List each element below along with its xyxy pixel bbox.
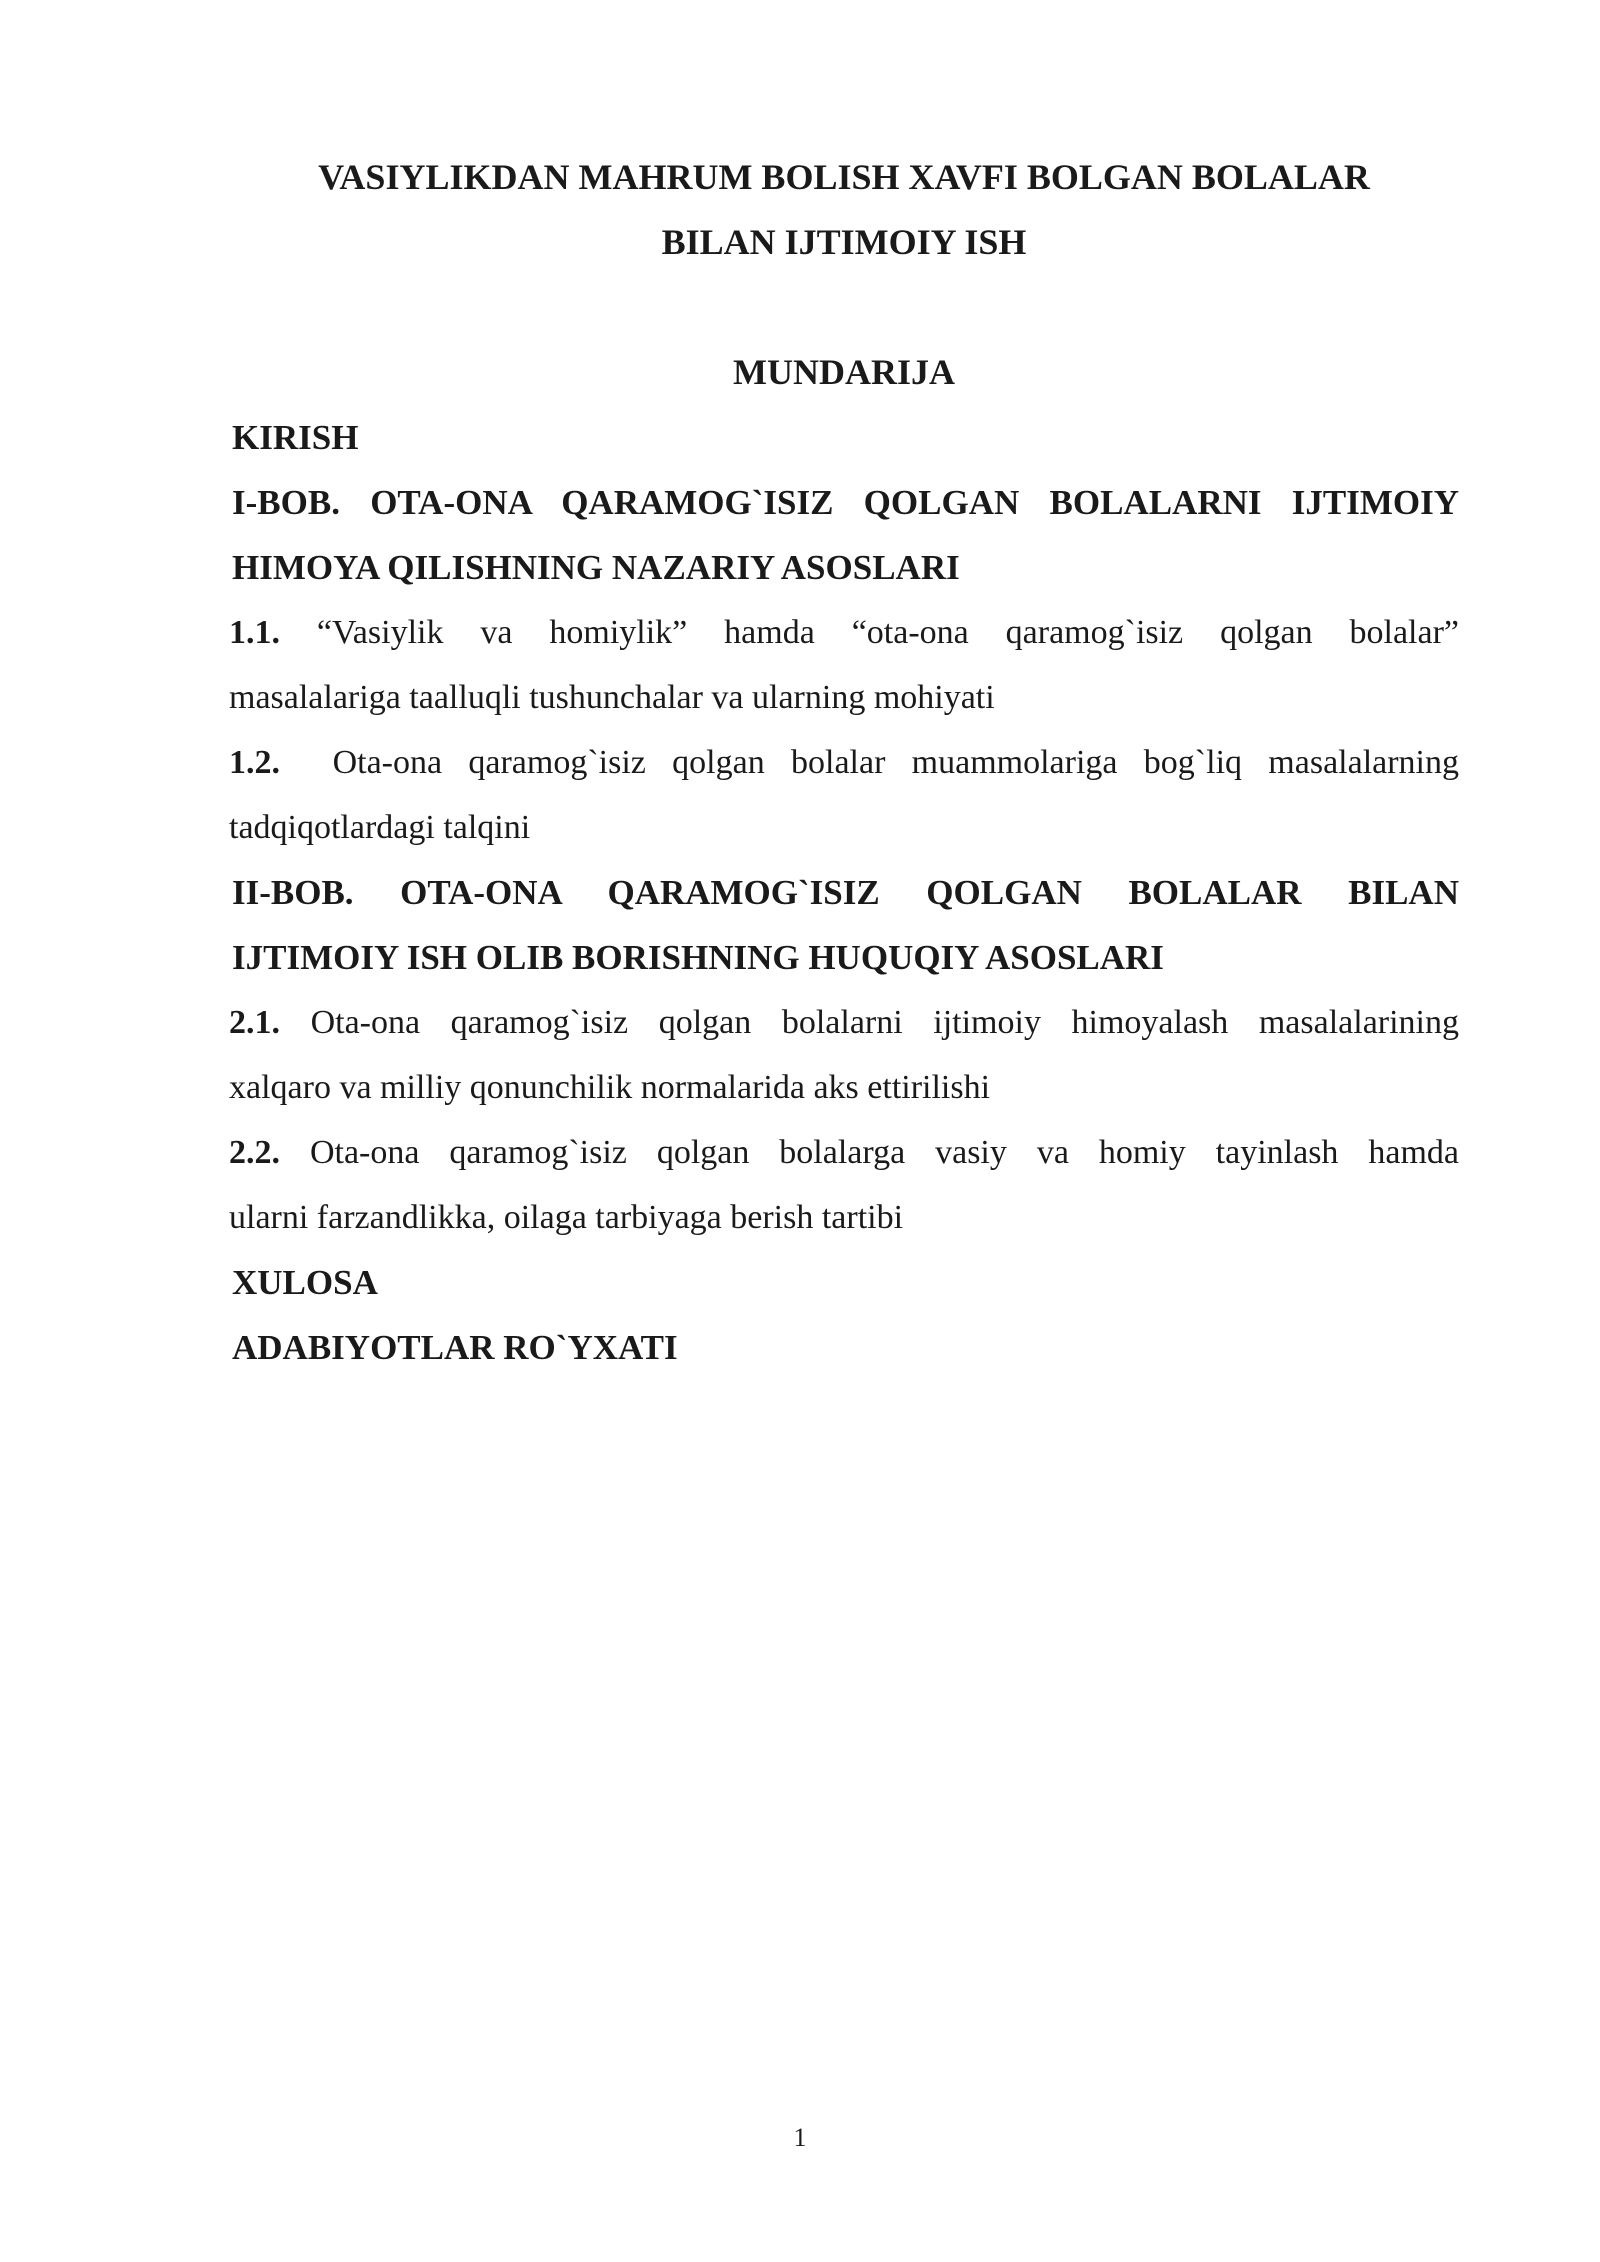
table-of-contents [229, 405, 1459, 1380]
section-1-2-number: 1.2. [229, 744, 280, 781]
section-2-1-number: 2.1. [229, 1004, 280, 1041]
page-number: 1 [793, 2123, 807, 2152]
toc-entry-chapter-2 [229, 860, 1459, 990]
document-title-line-2: BILAN IJTIMOIY ISH [661, 222, 1027, 262]
document-title-line-1: VASIYLIKDAN MAHRUM BOLISH XAVFI BOLGAN BOLALAR [318, 157, 1370, 197]
section-2-2-title-line-1: Ota-ona qaramog`isiz qolgan bolalarga vasiy va homiy tayinlash hamda [309, 1134, 1460, 1171]
toc-entry-section-2-2 [229, 1120, 1459, 1250]
chapter-1-title-line-2: HIMOYA QILISHNING NAZARIY ASOSLARI [232, 548, 960, 587]
toc-entry-section-2-1 [229, 990, 1459, 1120]
toc-entry-conclusion: XULOSA [232, 1263, 378, 1302]
chapter-1-title-line-1: I-BOB. OTA-ONA QARAMOG`ISIZ QOLGAN BOLALARNI IJTIMOIY [232, 483, 1459, 522]
section-2-2-title-line-2: ularni farzandlikka, oilaga tarbiyaga berish tartibi [229, 1199, 904, 1236]
section-1-2-line-1 [229, 730, 1459, 795]
chapter-2-title-line-2: IJTIMOIY ISH OLIB BORISHNING HUQUQIY ASOSLARI [232, 938, 1164, 977]
section-1-1-title-line-1: “Vasiylik va homiylik” hamda “ota-ona qaramog`isiz qolgan bolalar” [316, 614, 1460, 651]
document-title [229, 145, 1459, 275]
section-1-2-title-line-1: Ota-ona qaramog`isiz qolgan bolalar muammolariga bog`liq masalalarning [332, 744, 1460, 781]
section-2-2-number: 2.2. [229, 1134, 280, 1171]
section-1-1-line-1 [229, 600, 1459, 665]
toc-entry-references: ADABIYOTLAR RO`YXATI [232, 1328, 678, 1367]
toc-entry-section-1-2 [229, 730, 1459, 860]
page-content [229, 145, 1459, 1380]
section-2-2-line-1 [229, 1120, 1459, 1185]
toc-entry-introduction: KIRISH [232, 418, 359, 457]
section-2-1-line-1 [229, 990, 1459, 1055]
chapter-2-title-line-1: II-BOB. OTA-ONA QARAMOG`ISIZ QOLGAN BOLALAR BILAN [232, 873, 1459, 912]
toc-entry-chapter-1 [229, 470, 1459, 600]
table-of-contents-heading: MUNDARIJA [733, 352, 955, 392]
section-1-1-title-line-2: masalalariga taalluqli tushunchalar va ularning mohiyati [229, 679, 995, 716]
section-1-1-number: 1.1. [229, 614, 280, 651]
toc-entry-section-1-1 [229, 600, 1459, 730]
section-2-1-title-line-2: xalqaro va milliy qonunchilik normalarida aks ettirilishi [229, 1069, 991, 1106]
section-2-1-title-line-1: Ota-ona qaramog`isiz qolgan bolalarni ijtimoiy himoyalash masalalarining [310, 1004, 1459, 1041]
section-1-2-title-line-2: tadqiqotlardagi talqini [229, 809, 531, 846]
